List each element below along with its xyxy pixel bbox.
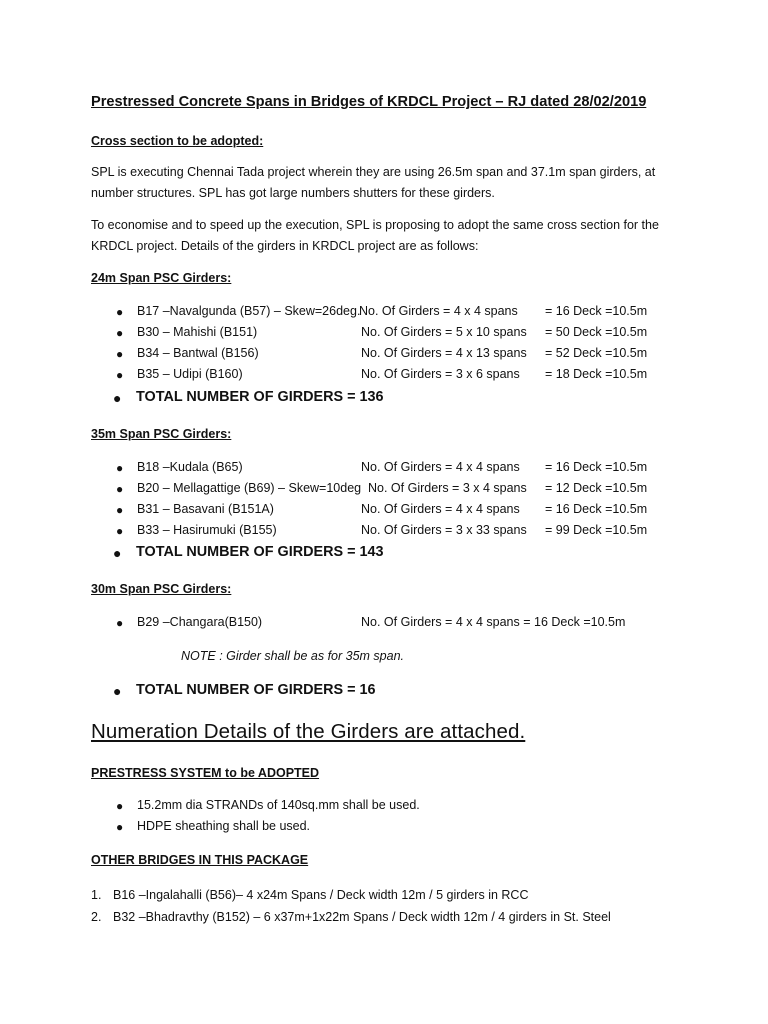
girder-count: No. Of Girders = 3 x 4 spans: [368, 481, 527, 495]
girder-bridge: B31 – Basavani (B151A): [137, 502, 274, 516]
girder-deck: = 12 Deck =10.5m: [545, 481, 648, 495]
span24-heading: 24m Span PSC Girders:: [91, 271, 232, 285]
span30-heading: 30m Span PSC Girders:: [91, 582, 232, 596]
girder-count: No. Of Girders = 4 x 4 spans: [361, 502, 520, 516]
girder-deck: = 99 Deck =10.5m: [545, 523, 648, 537]
girder-count: No. Of Girders = 4 x 4 spans: [361, 460, 520, 474]
bullet-icon: ●: [113, 390, 122, 406]
span35-total: TOTAL NUMBER OF GIRDERS = 143: [136, 544, 384, 560]
numeration-heading: Numeration Details of the Girders are attached.: [91, 720, 526, 743]
girder-bridge: B17 –Navalgunda (B57) – Skew=26deg.: [137, 304, 361, 318]
bullet-icon: ●: [116, 347, 124, 361]
girder-deck: = 16 Deck =10.5m: [545, 460, 648, 474]
girder-count: No. Of Girders = 3 x 6 spans: [361, 367, 520, 381]
girder-bridge: B34 – Bantwal (B156): [137, 346, 259, 360]
document-title: Prestressed Concrete Spans in Bridges of KRDCL Project – RJ dated 28/02/2019: [91, 94, 647, 110]
prestress-item: HDPE sheathing shall be used.: [137, 819, 311, 833]
girder-deck: = 16 Deck =10.5m: [545, 502, 648, 516]
other-bridge-item: B32 –Bhadravthy (B152) – 6 x37m+1x22m Spans / Deck width 12m / 4 girders in St. Steel: [113, 910, 611, 924]
bullet-icon: ●: [116, 503, 124, 517]
girder-deck: = 52 Deck =10.5m: [545, 346, 648, 360]
list-number: 2.: [91, 910, 102, 924]
girder-bridge: B30 – Mahishi (B151): [137, 325, 258, 339]
girder-deck: = 16 Deck =10.5m: [545, 304, 648, 318]
list-number: 1.: [91, 888, 102, 902]
girder-deck: = 50 Deck =10.5m: [545, 325, 648, 339]
prestress-item: 15.2mm dia STRANDs of 140sq.mm shall be used.: [137, 798, 420, 812]
paragraph-line: number structures. SPL has got large numbers shutters for these girders.: [91, 186, 495, 200]
girder-bridge: B29 –Changara(B150): [137, 615, 263, 629]
bullet-icon: ●: [116, 820, 124, 834]
bullet-icon: ●: [116, 305, 124, 319]
cross-section-heading: Cross section to be adopted:: [91, 134, 264, 148]
bullet-icon: ●: [116, 368, 124, 382]
girder-deck: = 18 Deck =10.5m: [545, 367, 648, 381]
bullet-icon: ●: [116, 616, 124, 630]
other-bridges-heading: OTHER BRIDGES IN THIS PACKAGE: [91, 853, 309, 867]
girder-count: No. Of Girders = 4 x 4 spans: [359, 304, 518, 318]
span30-total: TOTAL NUMBER OF GIRDERS = 16: [136, 682, 376, 698]
note-text: NOTE : Girder shall be as for 35m span.: [181, 649, 405, 663]
span24-total: TOTAL NUMBER OF GIRDERS = 136: [136, 389, 384, 405]
bullet-icon: ●: [116, 482, 124, 496]
paragraph-line: KRDCL project. Details of the girders in KRDCL project are as follows:: [91, 239, 479, 253]
bullet-icon: ●: [116, 461, 124, 475]
bullet-icon: ●: [116, 326, 124, 340]
bullet-icon: ●: [116, 799, 124, 813]
girder-bridge: B18 –Kudala (B65): [137, 460, 243, 474]
girder-count: No. Of Girders = 4 x 4 spans = 16 Deck =10.5m: [361, 615, 626, 629]
girder-count: No. Of Girders = 5 x 10 spans: [361, 325, 527, 339]
bullet-icon: ●: [113, 545, 122, 561]
prestress-heading: PRESTRESS SYSTEM to be ADOPTED: [91, 766, 320, 780]
paragraph-line: To economise and to speed up the execution, SPL is proposing to adopt the same cross section for the: [91, 218, 659, 232]
other-bridge-item: B16 –Ingalahalli (B56)– 4 x24m Spans / Deck width 12m / 5 girders in RCC: [113, 888, 529, 902]
paragraph-line: SPL is executing Chennai Tada project wherein they are using 26.5m span and 37.1m span girders, at: [91, 165, 656, 179]
girder-count: No. Of Girders = 3 x 33 spans: [361, 523, 527, 537]
bullet-icon: ●: [116, 524, 124, 538]
span35-heading: 35m Span PSC Girders:: [91, 427, 232, 441]
girder-bridge: B20 – Mellagattige (B69) – Skew=10deg: [137, 481, 362, 495]
bullet-icon: ●: [113, 683, 122, 699]
girder-bridge: B33 – Hasirumuki (B155): [137, 523, 277, 537]
girder-count: No. Of Girders = 4 x 13 spans: [361, 346, 527, 360]
girder-bridge: B35 – Udipi (B160): [137, 367, 243, 381]
